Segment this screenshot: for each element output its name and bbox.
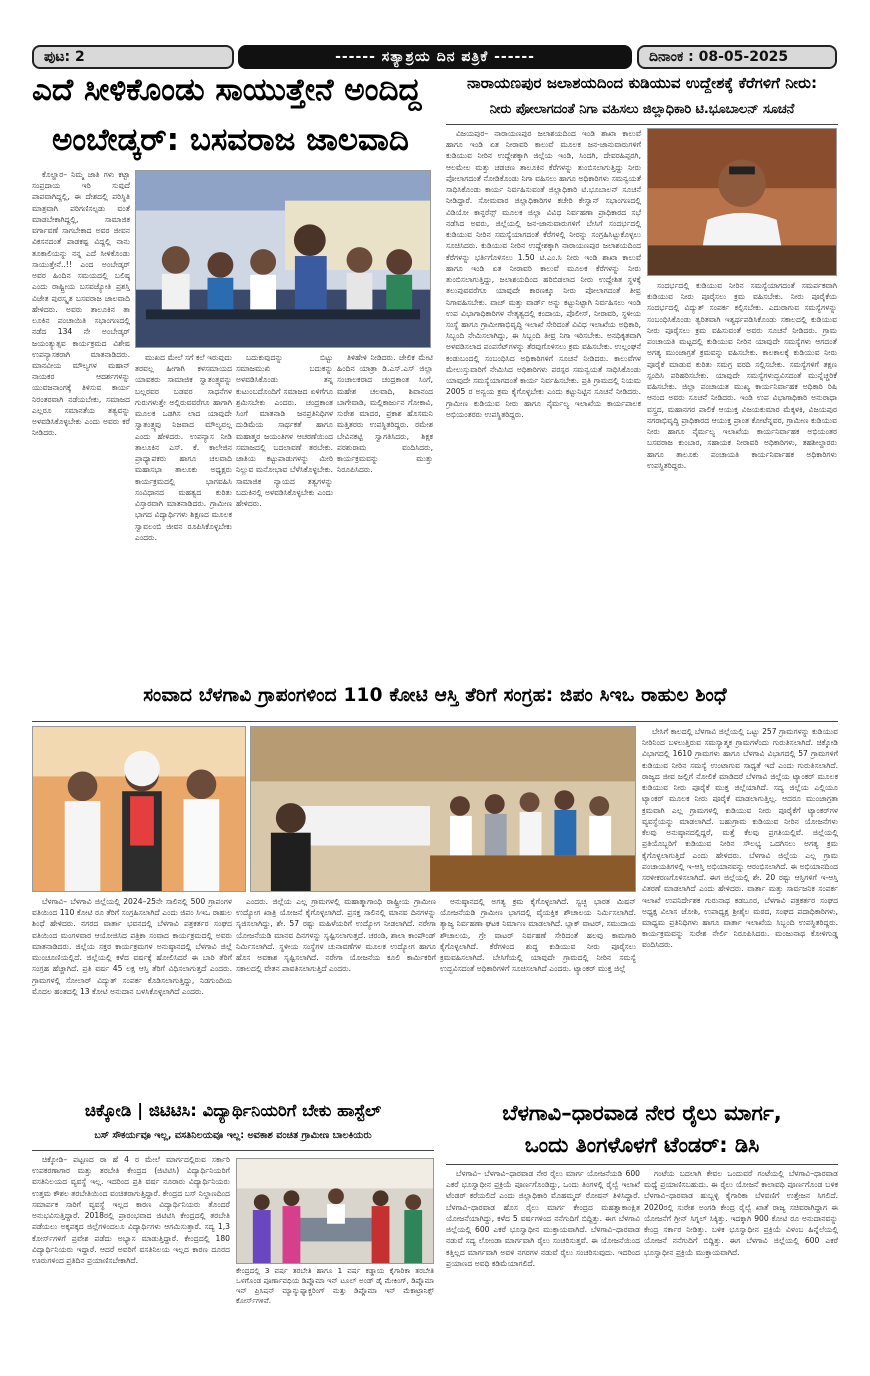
- story3-divider: [32, 721, 838, 722]
- story1-event-photo: [135, 170, 431, 348]
- masthead-title: ------ ಸತ್ಯಾಶ್ರಯ ದಿನ ಪತ್ರಿಕೆ ------: [335, 49, 535, 65]
- story3-column1: ಬೆಳಗಾವಿ– ಬೆಳಗಾವಿ ಜಿಲ್ಲೆಯಲ್ಲಿ 2024–25ನೇ ಸಾಲಿನಲ್ಲಿ 500 ಗ್ರಾಪಂಗಳ ವತಿಯಿಂದ 110 ಕೋಟಿ ರೂ ತೆರಿಗೆ ಸಂಗ್ರಹಿಸಲಾಗಿದೆ ಎಂದು ಜಿಪಂ ಸಿಇಒ ರಾಹುಲ ಶಿಂಧೆ ಹೇಳಿದರು. ನಗರದ ವಾರ್ತಾ ಭವನದಲ್ಲಿ ಬೆಳಗಾವಿ ಪತ್ರಕರ್ತರ ಸಂಘದ ವತಿಯಿಂದ ಮಂಗಳವಾರ ಆಯೋಜಿಸಿದ ಪತ್ರಿಕಾ ಸಂವಾದ ಕಾರ್ಯಕ್ರಮದಲ್ಲಿ ಅವರು ಮಾತನಾಡಿದರು. ಜಿಲ್ಲೆಯ ಸಕ್ತರ ಕಾರ್ಯಕ್ರಮಗಳ ಅನುಷ್ಠಾನದಲ್ಲಿ ಬೆಳಗಾವಿ ಜಿಲ್ಲೆ ಮುಂಚೂಣಿಯಲ್ಲಿದೆ. ಜಿಲ್ಲೆಯಲ್ಲಿ ಕಳೆದ ವರ್ಷಕ್ಕೆ ಹೋಲಿಸಿದರೆ ಈ ಬಾರಿ ತೆರಿಗೆ ಸಂಗ್ರಹ ಹೆಚ್ಚಾಗಿದೆ. ಪ್ರತಿ ವರ್ಷ 45 ಲಕ್ಷ ಆಸ್ತಿ ತೆರಿಗೆ ವಿಧಿಸಲಾಗುತ್ತದೆ ಎಂದರು. ಗ್ರಾಮಗಳಲ್ಲಿ ಸೋಲಾರ್ ವಿದ್ಯುತ್ ಸಂಪರ್ಕ ಕೊಡಿಸಲಾಗುತ್ತಿದ್ದು, ನಿಡಗುಂದಿಯ ಮೊದಲ ಹಂತದಲ್ಲಿ 13 ಕೋಟಿ ಅನುದಾನ ಬಳಸಿಕೊಳ್ಳಲಾಗಿದೆ ಎಂದರು.: [32, 897, 232, 996]
- story3-headline: ಸಂವಾದ ಬೆಳಗಾವಿ ಗ್ರಾಪಂಗಳಿಂದ 110 ಕೋಟಿ ಆಸ್ತಿ ತೆರಿಗೆ ಸಂಗ್ರಹ: ಜಿಪಂ ಸಿಇಒ ರಾಹುಲ ಶಿಂಧೆ: [143, 686, 727, 706]
- event-stage-image: [136, 171, 430, 347]
- story2-collector-photo: [647, 128, 837, 276]
- story2-column2: ಸಂದರ್ಭದಲ್ಲಿ ಕುಡಿಯುವ ನೀರಿನ ಸಮಸ್ಯೆಯಾಗದಂತೆ ಸಮರ್ಪಕವಾಗಿ ಕುಡಿಯುವ ನೀರು ಪೂರೈಸಲು ಕ್ರಮ ವಹಿಸಬೇಕು. ನೀರು ಪೂರೈಕೆಯ ಸಂದರ್ಭದಲ್ಲಿ ವಿದ್ಯುತ್ ಸಂಪರ್ಕ ಕಲ್ಪಿಸಬೇಕು. ಎದುರಾಗುವ ಸಮಸ್ಯೆಗಳನ್ನು ಸಂಬಂಧಿಸಿಕೊಂಡು ತ್ವರಿತವಾಗಿ ಇತ್ಯರ್ಥಪಡಿಸಿಕೊಂಡು ಸಕಾಲದಲ್ಲಿ ಕುಡಿಯುವ ನೀರು ಪೂರೈಸಲು ಕ್ರಮ ವಹಿಸುವಂತೆ ಅವರು ಸೂಚನೆ ನೀಡಿದರು. ಗ್ರಾಮ ಪಂಚಾಯತಿ ಮಟ್ಟದಲ್ಲಿ ಕುಡಿಯುವ ನೀರಿನ ಯಾವುದೇ ಸಮಸ್ಯೆಗಳು ಆಗದಂತೆ ಅಗತ್ಯ ಮುಂಜಾಗ್ರತೆ ಕ್ರಮವನ್ನು ವಹಿಸಬೇಕು. ಕಾಲಕಾಲಕ್ಕೆ ಕುಡಿಯುವ ನೀರು ಪೂರೈಕೆ ಮಾಡುವ ಕುರಿತು ಸಮಗ್ರ ವರದಿ ಸಲ್ಲಿಸಬೇಕು. ಸಮಸ್ಯೆಗಳಿಗೆ ತಕ್ಷಣ ಸ್ಪಂದಿಸಿ ಪರಿಹರಿಸಬೇಕು. ಯಾವುದೇ ಸಮಸ್ಯೆಗಳುದ್ಭವಿಸದಂತೆ ಮುನ್ನೆಚ್ಚರಿಕೆ ವಹಿಸಬೇಕು. ಜಿಲ್ಲಾ ಪಂಚಾಯತ ಮುಖ್ಯ ಕಾರ್ಯನಿರ್ವಾಹಕ ಅಧಿಕಾರಿ ರಿಷಿ ಆನಂದ ಅವರು ಸೂಚನೆ ನೀಡಿದರು. ಇಂಡಿ ಉಪ ವಿಭಾಗಾಧಿಕಾರಿ ಅನುರಾಧಾ ವಸ್ತ್ರದ, ಮಹಾನಗರ ಪಾಲಿಕೆ ಆಯುಕ್ತ ವಿಜಯಕುಮಾರ ಮೆಕ್ಕಳಕಿ, ವಿಜಯಪುರ ನಗರಾಭಿವೃದ್ಧಿ ಪ್ರಾಧಿಕಾರದ ಆಯುಕ್ತ ಪ್ರಾಂತ ಕೋಟೆನ್ನವರ, ಗ್ರಾಮೀಣ ಕುಡಿಯುವ ನೀರು ಹಾಗೂ ನೈರ್ಮಲ್ಯ ಇಲಾಖೆಯ ಕಾರ್ಯನಿರ್ವಾಹಕ ಅಭಿಯಂತರ ಬಸವರಾಜ ಕುಂಬಾರ, ಸಹಾಯಕ ನೀರಾವರಿ ಅಧಿಕಾರಿಗಳು, ತಹಶೀಲ್ದಾರರು ಹಾಗೂ ತಾಲೂಕು ಪಂಚಾಯತಿ ಕಾರ್ಯನಿರ್ವಾಹಕ ಅಧಿಕಾರಿಗಳು ಉಪಸ್ಥಿತರಿದ್ದರು.: [647, 281, 837, 470]
- story3-column3: ಅನುಷ್ಠಾನದಲ್ಲಿ ಅಗತ್ಯ ಕ್ರಮ ಕೈಗೊಳ್ಳಲಾಗಿದೆ. ಸ್ವಚ್ಛ ಭಾರತ ಮಿಷನ್ ಯೋಜನೆಯಡಿ ಗ್ರಾಮೀಣ ಭಾಗದಲ್ಲಿ ವೈಯಕ್ತಿಕ ಶೌಚಾಲಯ ನಿರ್ಮಿಸಲಾಗಿದೆ. ತ್ಯಾಜ್ಯ ನಿರ್ವಹಣಾ ಘಟಕ ನಿರ್ಮಾಣ ಮಾಡಲಾಗಿದೆ. ಬ್ಲಾಕ್ ವಾಟರ್, ಸಮುದಾಯ ಶೌಚಾಲಯ, ಗ್ರೇ ವಾಟರ್ ನಿರ್ವಹಣೆ ಸೇರಿದಂತೆ ಹಲವು ಕಾಮಗಾರಿ ಕೈಗೊಳ್ಳಲಾಗಿದೆ. ಕೆರೆಗಳಿಂದ ಶುದ್ಧ ಕುಡಿಯುವ ನೀರು ಪೂರೈಸಲು ಕ್ರಮವಹಿಸಲಾಗಿದೆ. ಬೇಸಿಗೆಯಲ್ಲಿ ಯಾವುದೇ ಗ್ರಾಮದಲ್ಲಿ ನೀರಿನ ಸಮಸ್ಯೆ ಉದ್ಭವಿಸದಂತೆ ಅಧಿಕಾರಿಗಳಿಗೆ ಸೂಚಿಸಲಾಗಿದೆ ಎಂದರು. ಟ್ಯಾಂಕರ್ ಮುಕ್ತ ಜಿಲ್ಲೆ: [440, 897, 636, 974]
- story3-felicitation-photo: [32, 726, 246, 892]
- story1-column2: ಮುಖದ ಮೇಲೆ ಸಗೆ ಕಲೆ ಇರುವುದು ತರವಲ್ಲ ಹೀಗಾಗಿ ಕಳಸಮಾಯದ ಯಾವಕರು ಸಾಮಾಜಿಕ ಸ್ವಾತಂತ್ರ್ಯವನ್ನು ಬಲ್ಲರವರ ಬಡವರ ಸಾಧನೆಗಳ ಗುರುಗಳುತ್ತೇ ಅಲ್ಲಿರುವವರೆಗೂ ಹಾಗಾಗಿ ಮೂಲಕ ಒಡಗಿಸ ಲಾದ ಯಾವುದೇ ಸ್ವಾತಂತ್ರ್ಯವು ನಿಜವಾದ ಮೌಲ್ಯವಲ್ಲ ಎಂದು ಹೇಳಿದರು. ಉಪನ್ಯಾಸ ನೀಡಿ ತಾಲೂಕಿನ ಎಸ್. ಕೆ. ಕಾಲೇಜಿನ ಪ್ರಾಧ್ಯಾಪಕರು ಹಾಗೂ ಚಲವಾದಿ ಮಹಾಸಭಾ ತಾಲೂಕು ಅಧ್ಯಕ್ಷರು ಕಾರ್ಯಕ್ರಮದಲ್ಲಿ ಭಾಗವಹಿಸಿ ಸಂವಿಧಾನದ ಮಹತ್ವದ ಕುರಿತು ವಿಸ್ತಾರವಾಗಿ ಮಾತನಾಡಿದರು. ಗ್ರಾಮೀಣ ಭಾಗದ ವಿದ್ಯಾರ್ಥಿಗಳು ಶಿಕ್ಷಣದ ಮೂಲಕ ಸ್ವಾವಲಂಬಿ ಜೀವನ ರೂಪಿಸಿಕೊಳ್ಳಬೇಕು ಎಂದರು.: [135, 353, 232, 542]
- story2-headline-line2: ನೀರು ಪೋಲಾಗದಂತೆ ನಿಗಾ ವಹಿಸಲು ಜಿಲ್ಲಾಧಿಕಾರಿ ಟಿ.ಭೂಬಾಲನ್‌ ಸೂಚನೆ: [489, 103, 795, 117]
- story5-divider: [446, 1164, 838, 1165]
- story4-classroom-photo: [236, 1158, 434, 1264]
- story5-column1: ಬೆಳಗಾವಿ– ಬೆಳಗಾವಿ–ಧಾರವಾಡ ನೇರ ರೈಲು ಮಾರ್ಗ ಯೋಜನೆಯಡಿ 600 ಎಕರೆ ಭೂಸ್ವಾಧೀನ ಪ್ರಕ್ರಿಯೆ ಪೂರ್ಣಗೊಂಡಿದ್ದು, ಒಂದು ತಿಂಗಳಲ್ಲಿ ರೈಲ್ವೆ ಇಲಾಖೆ ಟೆಂಡರ್ ಕರೆಯಲಿದೆ ಎಂದು ಜಿಲ್ಲಾಧಿಕಾರಿ ಮೊಹಮ್ಮದ್ ರೋಷನ್ ತಿಳಿಸಿದ್ದಾರೆ. ಬೆಳಗಾವಿ–ಧಾರವಾಡ ಹೊಸ ರೈಲು ಮಾರ್ಗ ಕೇಂದ್ರದ ಮಹತ್ವಾಕಾಂಕ್ಷಿತ ಯೋಜನೆಯಾಗಿದ್ದು, ಕಳೆದ 5 ವರ್ಷಗಳಿಂದ ನನೆಗುದಿಗೆ ಬಿದ್ದಿತ್ತು. ಈಗ ಬೆಳಗಾವಿ ಜಿಲ್ಲೆಯಲ್ಲಿ 600 ಎಕರೆ ಭೂಸ್ವಾಧೀನ ಮುಕ್ತಾಯವಾಗಿದೆ. ಬೆಳಗಾವಿ–ಧಾರವಾಡ ನಡುವೆ ಸದ್ಯ ಲೋಂಡಾ ಮಾರ್ಗವಾಗಿ ರೈಲು ಸಂಚರಿಸುತ್ತವೆ. ಈ ಯೋಜನೆಯಿಂದ ಕತ್ತಿಲ್ಲದ ಮಾರ್ಗವಾಗಿ ಅವಳಿ ನಗರಗಳ ನಡುವೆ ರೈಲು ಸಂಚರಿಸುವುದು. ಇದರಿಂದ ಪ್ರಯಾಣದ ಅವಧಿ ಕಡಿಮೆಯಾಗಲಿದೆ.: [446, 1169, 640, 1268]
- story2-divider: [446, 124, 838, 125]
- story1-column3: ಬದುಕುವುದನ್ನು ಬಿಟ್ಟು ಸಮಾಜಮುಖಿ ಬದುಕನ್ನು ಅಳವಡಿಸಿಕೊಂಡು ತನ್ನ ಕುಟುಂಬದೊಂದಿಗೆ ಸಮಾಜದ ಏಳಿಗೆಗೂ ಶ್ರಮಿಸಬೇಕು ಎಂದರು. ಚಂದ್ರಕಾಂತ ಸಿಂಗೆ ಮಾತನಾಡಿ ಜನಪ್ರತಿನಿಧಿಗಳ ದುಡಿಮೆಯ ಸಾರ್ಥಕತೆ ಹಾಗೂ ಮಹಾತ್ಮರ ಜಯಂತಿಗಳ ಆಚರಣೆಯಿಂದ ಸಮಾಜದಲ್ಲಿ ಬದಲಾವಣೆ ತರಬೇಕು. ಜಾತಿಯ ಕಟ್ಟುಪಾಡುಗಳನ್ನು ಮೀರಿ ನಿಲ್ಲುವ ಮನೋಭಾವ ಬೆಳೆಸಿಕೊಳ್ಳಬೇಕು. ಸಾಮಾಜಿಕ ನ್ಯಾಯದ ತತ್ವಗಳನ್ನು ಬದುಕಿನಲ್ಲಿ ಅಳವಡಿಸಿಕೊಳ್ಳಬೇಕು ಎಂದು ಹೇಳಿದರು.: [236, 353, 333, 509]
- issue-date: ದಿನಾಂಕ : 08-05-2025: [649, 49, 789, 65]
- story3-side-column: ಬೇಸಿಗೆ ಕಾಲದಲ್ಲಿ ಬೆಳಗಾವಿ ಜಿಲ್ಲೆಯಲ್ಲಿ ಒಟ್ಟು 257 ಗ್ರಾಮಗಳನ್ನು ಕುಡಿಯುವ ನೀರಿನಿಂದ ಬಳಲುತ್ತಿರುವ ಸಮಸ್ಯಾತ್ಮಕ ಗ್ರಾಮಗಳೆಂದು ಗುರುತಿಸಲಾಗಿದೆ. ಚಿಕ್ಕೋಡಿ ವಿಭಾಗದಲ್ಲಿ 1610 ಗ್ರಾಮಗಳು ಹಾಗೂ ಬೆಳಗಾವಿ ವಿಭಾಗದಲ್ಲಿ 57 ಗ್ರಾಮಗಳಿಗೆ ಕುಡಿಯುವ ನೀರಿನ ಸಮಸ್ಯೆ ಉಂಟಾಗುವ ಸಾಧ್ಯತೆ ಇದೆ ಎಂದು ಗುರುತಿಸಲಾಗಿದೆ. ರಾಜ್ಯದ ಜೀವ ಜಲ್ಲಿಗೆ ನೋಲಿಕೆ ಮಾಡಿದರೆ ಬೆಳಗಾವಿ ಜಿಲ್ಲೆಯ ಟ್ಯಾಂಕರ್ ಮೂಲಕ ಕುಡಿಯುವ ನೀರು ಪೂರೈಕೆ ಮುಕ್ತ ಜಿಲ್ಲೆಯಾಗಿದೆ. ಸದ್ಯ ಜಿಲ್ಲೆಯ ಎಲ್ಲಿಯೂ ಟ್ಯಾಂಕರ್ ಮೂಲಕ ನೀರು ಪೂರೈಕೆ ಮಾಡಲಾಗುತ್ತಿಲ್ಲ. ಆದರೂ ಮುಂಜಾಗ್ರತಾ ಕ್ರಮವಾಗಿ ಎಲ್ಲ ಗ್ರಾಮಗಳಲ್ಲಿ ಕುಡಿಯುವ ನೀರು ಪೂರೈಕೆಗೆ ಟ್ಯಾಂಕರ್‌ಗಳ ವ್ಯವಸ್ಥೆಯನ್ನು ಮಾಡಲಾಗಿದೆ. ಬಹುಗ್ರಾಮ ಕುಡಿಯುವ ನೀರಿನ ಯೋಜನೆಗಳು ಕೆಲವು ಅನುಷ್ಠಾನದಲ್ಲಿದ್ದರೆ, ಮತ್ತೆ ಕೆಲವು ಪ್ರಗತಿಯಲ್ಲಿವೆ. ಜಿಲ್ಲೆಯಲ್ಲಿ ಪ್ರತಿಯೊಬ್ಬರಿಗೆ ಕುಡಿಯುವ ನೀರಿನ ಸೌಲಭ್ಯ ಒದಗಿಸಲು ಅಗತ್ಯ ಕ್ರಮ ಕೈಗೊಳ್ಳಲಾಗುತ್ತಿದೆ ಎಂದು ಹೇಳಿದರು. ಬೆಳಗಾವಿ ಜಿಲ್ಲೆಯ ಎಲ್ಲ ಗ್ರಾಮ ಪಂಚಾಯತಿಗಳಲ್ಲಿ ಇ-ಆಸ್ತಿ ಅಭಿಯಾನವನ್ನು ಆರಂಭಿಸಲಾಗಿದೆ. ಈ ಅಭಿಯಾನದಿಂದ ಸರಳೀಕರಣಗೊಳಿಸಲಾಗಿದೆ. ಈಗ ಜಿಲ್ಲೆಯಲ್ಲಿ ಶೇ. 20 ರಷ್ಟು ಆಸ್ತಿಗಳಿಗೆ ಇ-ಆಸ್ತಿ ವಿತರಣೆ ಮಾಡಲಾಗಿದೆ ಎಂದು ಹೇಳಿದರು. ವಾರ್ತಾ ಮತ್ತು ಸಾರ್ವಜನಿಕ ಸಂಪರ್ಕ ಇಲಾಖೆ ಉಪನಿರ್ದೇಶಕ ಗುರುನಾಥ ಕಡಬೂರ, ಬೆಳಗಾವಿ ಪತ್ರಕರ್ತರ ಸಂಘದ ಅಧ್ಯಕ್ಷ ವಿಲಾಸ ಜೋಶಿ, ಉಪಾಧ್ಯಕ್ಷ ಶ್ರೀಶೈಲ ಮಠದ, ಸಂಘದ ಪದಾಧಿಕಾರಿಗಳು, ಮಾಧ್ಯಮ ಪ್ರತಿನಿಧಿಗಳು ಹಾಗೂ ವಾರ್ತಾ ಇಲಾಖೆಯ ಸಿಬ್ಬಂದಿ ಉಪಸ್ಥಿತರಿದ್ದರು. ಕಾರ್ಯಕ್ರಮವನ್ನು ಸುರೇಶ ನೇರ್ಲಿ ನಿರೂಪಿಸಿದರು. ಮಂಜುನಾಥ ಕೋಳಿಗುಡ್ಡ ವಂದಿಸಿದರು.: [642, 727, 838, 950]
- story2-headline-line1: ನಾರಾಯಣಪುರ ಜಲಾಶಯದಿಂದ ಕುಡಿಯುವ ಉದ್ದೇಶಕ್ಕೆ ಕೆರೆಗಳಿಗೆ ನೀರು:: [466, 76, 818, 92]
- story3-column2: ಎಂದರು. ಜಿಲ್ಲೆಯ ಎಲ್ಲ ಗ್ರಾಮಗಳಲ್ಲಿ ಮಹಾತ್ಮಾಗಾಂಧಿ ರಾಷ್ಟ್ರೀಯ ಗ್ರಾಮೀಣ ಉದ್ಯೋಗ ಖಾತ್ರಿ ಯೋಜನೆ ಕೈಗೊಳ್ಳಲಾಗಿದೆ. ಪ್ರಸಕ್ತ ಸಾಲಿನಲ್ಲಿ ಮಾನವ ದಿನಗಳನ್ನು ಸೃಜಿಸಲಾಗಿದ್ದು, ಶೇ. 57 ರಷ್ಟು ಮಹಿಳೆಯರಿಗೆ ಉದ್ಯೋಗ ನೀಡಲಾಗಿದೆ. ನರೇಗಾ ಯೋಜನೆಯಡಿ ಮಾನವ ದಿನಗಳನ್ನು ಸೃಷ್ಟಿಸಲಾಗುತ್ತದೆ. ಚರಂಡಿ, ಶಾಲಾ ಕಾಂಪೌಂಡ್ ನಿರ್ಮಿಸಲಾಗಿದೆ. ಸ್ಥಳೀಯ ಸಂಸ್ಥೆಗಳ ಚುನಾವಣೆಗಳ ಮೂಲಕ ಉದ್ಯೋಗ ಹಾಗೂ ಹೊಸ ಅವಕಾಶ ಸೃಷ್ಟಿಸಲಾಗಿದೆ. ನರೇಗಾ ಯೋಜನೆಯ ಕೂಲಿ ಕಾರ್ಮಿಕರಿಗೆ ಸಕಾಲದಲ್ಲಿ ವೇತನ ಪಾವತಿಸಲಾಗುತ್ತಿದೆ ಎಂದರು.: [236, 897, 436, 974]
- felicitation-image: [33, 727, 245, 891]
- press-meet-image: [251, 727, 635, 891]
- story5-column2: ಗಂಟೆಯ ಬದಲಾಗಿ ಕೇವಲ ಒಂದುವರೆ ಗಂಟೆಯಲ್ಲಿ ಬೆಳಗಾವಿ–ಧಾರವಾಡ ಮಧ್ಯೆ ಪ್ರಯಾಣಿಸಬಹುದು. ಈ ರೈಲು ಯೋಜನೆ ಕಾಲಾವಧಿ ಪೂರ್ಣಗೊಂಡ ಬಳಿಕ ಬೆಳಗಾವಿ–ಧಾರವಾಡ ಹುಬ್ಬಳ್ಳಿ ಕೈಗಾರಿಕಾ ಬೆಳವಣಿಗೆ ಉತ್ತೇಜನ ಸಿಗಲಿದೆ. 2020ರಲ್ಲಿ ಸುರೇಶ ಅಂಗಡಿ ಕೇಂದ್ರ ರೈಲ್ವೆ ಖಾತೆ ರಾಜ್ಯ ಸಚಿವರಾಗಿದ್ದಾಗ ಈ ಯೋಜನೆಗೆ ಗ್ರೀನ್ ಸಿಗ್ನಲ್ ಸಿಕ್ಕಿತ್ತು. ಇದಕ್ಕಾಗಿ 900 ಕೋಟಿ ರೂ ಅನುದಾನವನ್ನು ಕೇಂದ್ರ ಸರ್ಕಾರ ನೀಡಿತ್ತು. ಬಳಿಕ ಭೂಸ್ವಾಧೀನ ಪ್ರಕ್ರಿಯೆ ವಿಳಂಬ ಹಿನ್ನೆಲೆಯಲ್ಲಿ ಯೋಜನೆ ನನೆಗುದಿಗೆ ಬಿದ್ದಿತ್ತು. ಈಗ ಬೆಳಗಾವಿ ಜಿಲ್ಲೆಯಲ್ಲಿ 600 ಎಕರೆ ಭೂಸ್ವಾಧೀನ ಪ್ರಕ್ರಿಯೆ ಮುಕ್ತಾಯವಾಗಿದೆ.: [644, 1169, 838, 1257]
- story1-column1: ಕೊಲ್ಹಾರ– ನಿಮ್ಮ ಜಾತಿ ಗಳು ಕಟ್ಟಾ ಸಂಪ್ರದಾಯ ಇರಿ ಸುವುದೆ ಪಾಪವಾಗಿದ್ದಲ್ಲಿ, ಈ ದೇಶದಲ್ಲಿ ಪರಿಸ್ಥಿತಿ ಮಾತ್ರವಾಗಿ ಪರಿಗಣಿಸಲ್ಪಡು ವಂತೆ ಮಾಡಬೇಕಾಗಿದ್ದಲ್ಲಿ, ಸಾಮಾಜಿಕ ವರ್ಗಾವಣೆ ಸಾಗಬೇಕಾದ ಅವರ ಜೀವನ ವಿಕಸನದಂತೆ ಪಾಡಕಷ್ಟ ವಿದ್ದಲ್ಲಿ ನಾನು ತೂಕಾಲಿಯನ್ನು ನನ್ನ ಎದೆ ಸೀಳಿಕೊಂಡು ಸಾಯುತ್ತೇನೆ..!! ಎಂದ ಅಂಬೇಡ್ಕರ್ ಅವರ ಹಿಂದಿನ ಸಮಯದಲ್ಲಿ ಬಲಿಷ್ಠ ಎಂದು ರಾಷ್ಟ್ರೀಯ ಬಸವಜ್ಯೋತಿ ಪ್ರಶಸ್ತಿ ವಿಜೇತ ಪುರಸ್ಕೃತ ಬಸವರಾಜ ಜಾಲವಾದಿ ಹೇಳಿದರು. ಅವರು ತಾಲೂಕಿನ ತಾ ಲೂಕಿನ ಪಂಚಾಯಿತಿ ಸಭಾಂಗಣದಲ್ಲಿ ನಡೆದ 134 ನೇ ಅಂಬೇಡ್ಕರ್ ಜಯಂತ್ಯುತ್ಸವ ಕಾರ್ಯಕ್ರಮದ ವಿಶೇಷ ಉಪನ್ಯಾಸಕರಾಗಿ ಮಾತನಾಡಿದರು. ಮಾನವೀಯ ಮೌಲ್ಯಗಳ ಮಹಾನ್ ನಾಯಕರ ಆದರ್ಶಗಳನ್ನು ಯುವಜನಾಂಗಕ್ಕೆ ತಿಳಿಸುವ ಕಾರ್ಯ ನಿರಂತರವಾಗಿ ನಡೆಯಬೇಕು, ಸಮಾಜದ ಎಲ್ಲರೂ ಸಮಾನತೆಯ ತತ್ವವನ್ನು ಅಳವಡಿಸಿಕೊಳ್ಳಬೇಕು ಎಂದು ಅವರು ಕರೆ ನೀಡಿದರು.: [32, 170, 130, 438]
- story3-press-meet-photo: [250, 726, 636, 892]
- story5-headline-line1: ಬೆಳಗಾವಿ–ಧಾರವಾಡ ನೇರ ರೈಲು ಮಾರ್ಗ,: [502, 1102, 782, 1125]
- page-number: ಪುಟ: 2: [44, 49, 85, 65]
- story2-column1: ವಿಜಯಪುರ– ನಾರಾಯಣಪುರ ಜಲಾಶಯದಿಂದ ಇಂಡಿ ಶಾಖಾ ಕಾಲುವೆ ಹಾಗೂ ಇಂಡಿ ಏತ ನೀರಾವರಿ ಕಾಲುವೆ ಮೂಲಕ ಜನ-ಜಾನುವಾರುಗಳಿಗೆ ಕುಡಿಯುವ ನೀರಿನ ಉದ್ದೇಶಕ್ಕಾಗಿ ಜಿಲ್ಲೆಯ ಇಂಡಿ, ಸಿಂದಗಿ, ದೇವರಹಿಪ್ಪರಗಿ, ಆಲಮೇಲ ಮತ್ತು ಚಡಚಣ ತಾಲೂಕಿನ ಕೆರೆಗಳನ್ನು ತುಂಬಿಸಲಾಗುತ್ತಿದ್ದು ನೀರು ಪೋಲಾಗದಂತೆ ನೋಡಿಕೊಂಡು ನಿಗಾ ವಹಿಸಲು ಹಾಗೂ ಅಧಿಕಾರಿಗಳು ಸಮನ್ವಯತೆ ಸಾಧಿಸಿಕೊಂಡು ಕಾರ್ಯ ನಿರ್ವಹಿಸುವಂತೆ ಜಿಲ್ಲಾಧಿಕಾರಿ ಟಿ.ಭೂಬಾಲನ್ ಸೂಚನೆ ನೀಡಿದ್ದಾರೆ. ಸೋಮವಾರ ಜಿಲ್ಲಾಧಿಕಾರಿಗಳ ಕಚೇರಿ ಕೇಸ್ವಾನ್ ಸಭಾಂಗಣದಲ್ಲಿ ವಿಡಿಯೋ ಕಾನ್ಫರೆನ್ಸ್ ಮೂಲಕ ಜಿಲ್ಲಾ ವಿವಿಧ ನಿರ್ವಹಣಾ ಪ್ರಾಧಿಕಾರದ ಸಭೆ ನಡೆಸಿದ ಅವರು, ಜಿಲ್ಲೆಯಲ್ಲಿ ಜನ-ಜಾನುವಾರುಗಳಿಗೆ ಬೇಸಿಗೆ ಸಂದರ್ಭದಲ್ಲಿ ಕುಡಿಯುವ ನೀರಿನ ಸಮಸ್ಯೆಯಾಗದಂತೆ ಕೆರೆಗಳಲ್ಲಿ ನೀರನ್ನು ಸಂಗ್ರಹಿಸಿಟ್ಟುಕೊಳ್ಳಲು ಸೂಚಿಸಿದರು. ಕುಡಿಯುವ ನೀರಿನ ಉದ್ದೇಶಕ್ಕಾಗಿ ನಾರಾಯಣಪುರ ಜಲಾಶಯದಿಂದ ಕೆರೆಗಳನ್ನು ಭರ್ತಿಗೊಳಿಸಲು 1.50 ಟಿ.ಎಂ.ಸಿ ನೀರು ಇಂಡಿ ಶಾಖಾ ಕಾಲುವೆ ಹಾಗೂ ಇಂಡಿ ಏತ ನೀರಾವರಿ ಕಾಲುವೆ ಮೂಲಕ ಕೆರೆಗಳನ್ನು ನೀರು ತುಂಬಿಸಲಾಗುತ್ತಿದ್ದು, ಜಲಾಶಯದಿಂದ ಹರಿಬಿಡಲಾದ ನೀರು ಉದ್ದೇಶಿತ ಸ್ಥಳಕ್ಕೆ ತಲುಪುವವರೆಗೂ ಯಾವುದೇ ಕಾರಣಕ್ಕೂ ನೀರು ಪೋಲಾಗದಂತೆ ತೀವ್ರ ನಿಗಾವಹಿಸಬೇಕು. ವಾಚ್ ಮತ್ತು ವಾರ್ಡ್ ಅನ್ನು ಕಟ್ಟುನಿಟ್ಟಾಗಿ ನಿರ್ವಹಿಸಲು ಇಂಡಿ ಉಪ ವಿಭಾಗಾಧಿಕಾರಿಗಳ ನೇತೃತ್ವದಲ್ಲಿ ಕಂದಾಯ, ಪೊಲೀಸ್, ನೀರಾವರಿ, ಸ್ಥಳೀಯ ಸಂಸ್ಥೆ ಹಾಗೂ ಗ್ರಾಮೀಣಾಭಿವೃದ್ಧಿ ಇಲಾಖೆ ಸೇರಿದಂತೆ ವಿವಿಧ ಇಲಾಖೆಯ ಅಧಿಕಾರಿ, ಸಿಬ್ಬಂದಿ ನೇಮಿಸಲಾಗಿದ್ದು, ಈ ಸಿಬ್ಬಂದಿ ತೀವ್ರ ನಿಗಾ ಇರಿಸಬೇಕು. ಅನಧಿಕೃತವಾಗಿ ಅಳವಡಿಸಲಾದ ಪಂಪಸೆಟ್‌ಗಳನ್ನು ತೆರವುಗೊಳಿಸಲು ಕ್ರಮ ವಹಿಸಬೇಕು. ಉಲ್ಲಂಘನೆ ಕಂಡುಬಂದಲ್ಲಿ ಸಂಬಂಧಿಸಿದ ಅಧಿಕಾರಿಗಳಿಗೆ ಸೂಚನೆ ನೀಡಿದರು. ಕಾಲುವೆಗಳ ಮೇಲುಸ್ತುವಾರಿಗೆ ನೇಮಿಸಿದ ಅಧಿಕಾರಿಗಳು ಪರಸ್ಪರ ಸಮನ್ವಯತೆ ಸಾಧಿಸಿಕೊಂಡು ಯಾವುದೇ ಸಮಸ್ಯೆಯಾಗದಂತೆ ಕಾರ್ಯ ನಿರ್ವಹಿಸಬೇಕು. ಪ್ರತಿ ಗ್ರಾಮದಲ್ಲಿ ನಿಯಮ 2005 ರ ಅನ್ವಯ ಕ್ರಮ ಕೈಗೊಳ್ಳಬೇಕು ಎಂದು ಕಟ್ಟುನಿಟ್ಟಿನ ಸೂಚನೆ ನೀಡಿದರು. ಗ್ರಾಮೀಣ ಕುಡಿಯುವ ನೀರು ಹಾಗೂ ನೈರ್ಮಲ್ಯ ಇಲಾಖೆಯ ಕಾರ್ಯಪಾಲಕ ಅಭಿಯಂತರರು ಉಪಸ್ಥಿತರಿದ್ದರು.: [446, 129, 641, 419]
- date-box: [637, 45, 837, 69]
- story5-headline-line2: ಒಂದು ತಿಂಗಳೊಳಗೆ ಟೆಂಡರ್: ಡಿಸಿ: [524, 1134, 760, 1157]
- story4-divider: [32, 1150, 434, 1151]
- classroom-image: [237, 1159, 433, 1263]
- collector-image: [648, 129, 836, 275]
- masthead: [238, 45, 632, 69]
- story1-column4: ತಿಳಿಹೇಳಿ ನೀಡಿದರು. ಜೇಲಿಕ ಮೇಟಿ ಹಿಂದಿನ ಯಾತ್ರಾ ಡಿ.ಎಸ್.ಎಸ್ ಜಿಲ್ಲಾ ಸಂಚಾಲಕರಾದ ಚಂದ್ರಕಾಂತ ಸಿಂಗೆ, ಮಹೇಶ ಚಲವಾದಿ, ಶಿವಾನಂದ ಬಾಗೇವಾಡಿ, ಮಲ್ಲಿಕಾರ್ಜುನ ಗೋಕಾವಿ, ಸುರೇಶ ಮಾದರ, ಪ್ರಕಾಶ ಹೊಸಮನಿ ಮತ್ತಿತರರು ಉಪಸ್ಥಿತರಿದ್ದರು. ರಮೇಶ ಬೇವಿನಕಟ್ಟಿ ಸ್ವಾಗತಿಸಿದರು, ಶಿಕ್ಷಕ ಪರಶುರಾಮ ವಂದಿಸಿದರು, ಕಾರ್ಯಕ್ರಮವನ್ನು ಮುತ್ತು ನಿರೂಪಿಸಿದರು.: [337, 353, 433, 475]
- story1-headline-line2: ಅಂಬೇಡ್ಕರ್‌: ಬಸವರಾಜ ಜಾಲವಾದಿ: [52, 124, 409, 158]
- story4-subheadline: ಬಸ್ ಸೌಕರ್ಯವೂ ಇಲ್ಲ, ವಸತಿನಿಲಯವೂ ಇಲ್ಲ: ಅವಕಾಶ ವಂಚಿತ ಗ್ರಾಮೀಣ ಬಾಲಕಿಯರು: [94, 1130, 372, 1141]
- page-number-box: [32, 45, 234, 69]
- story4-headline: ಚಿಕ್ಕೋಡಿ | ಜಿಟಿಟಿಸಿ: ವಿದ್ಯಾರ್ಥಿನಿಯರಿಗೆ ಬೇಕು ಹಾಸ್ಟೆಲ್‌: [84, 1102, 382, 1120]
- story1-headline-line1: ಎದೆ ಸೀಳಿಕೊಂಡು ಸಾಯುತ್ತೇನೆ ಅಂದಿದ್ದ: [32, 74, 422, 108]
- story4-photo-caption: ಕೇಂದ್ರದಲ್ಲಿ 3 ವರ್ಷ ತರಬೇತಿ ಹಾಗೂ 1 ವರ್ಷ ಕಡ್ಡಾಯ ಕೈಗಾರಿಕಾ ತರಬೇತಿ ಒಳಗೊಂಡ ಪೂರ್ಣಾವಧಿಯ ಡಿಪ್ಲೊಮಾ ಇನ್ ಟೂಲ್ ಅಂಡ್ ಡೈ ಮೇಕಿಂಗ್, ಡಿಪ್ಲೊಮಾ ಇನ್ ಪ್ರಿಸಿಷನ್ ಮ್ಯಾನ್ಯುಫ್ಯಾಕ್ಚರಿಂಗ್ ಮತ್ತು ಡಿಪ್ಲೊಮಾ ಇನ್ ಮೆಕಾಟ್ರಾನಿಕ್ಸ್ ಕೋರ್ಸ್‌ಗಳಿವೆ.: [236, 1266, 434, 1306]
- story4-body: ಚಿಕ್ಕೋಡಿ– ಪಟ್ಟಣದ ರಾ ಹೆ 4 ರ ಮೇಲೆ ಮಾರ್ಗದಲ್ಲಿರುವ ಸರ್ಕಾರಿ ಉಪಕರಣಾಗಾರ ಮತ್ತು ತರಬೇತಿ ಕೇಂದ್ರದ (ಜಿಟಿಟಿಸಿ) ವಿದ್ಯಾರ್ಥಿನಿಯರಿಗೆ ವಸತಿನಿಲಯದ ವ್ಯವಸ್ಥೆ ಇಲ್ಲ. ಇದರಿಂದ ಪ್ರತಿ ವರ್ಷ ನೂರಾರು ವಿದ್ಯಾರ್ಥಿನಿಯರು ಉತ್ತಮ ಕೌಶಲ ತರಬೇತಿಯಿಂದ ವಂಚಿತರಾಗುತ್ತಿದ್ದಾರೆ. ಕೇಂದ್ರದ ಬಸ್ ನಿಲ್ದಾಣದಿಂದ ಸಮಾರ್ಪಕ ಸಾರಿಗೆ ವ್ಯವಸ್ಥೆ ಇಲ್ಲದ ಕಾರಣ ವಿದ್ಯಾರ್ಥಿನಿಯರು ತೊಂದರೆ ಅನುಭವಿಸುತ್ತಿದ್ದಾರೆ. 2018ರಲ್ಲಿ ಪ್ರಾರಂಭವಾದ ಜಿಟಿಟಿಸಿ ಕೇಂದ್ರದಲ್ಲಿ ತರಬೇತಿ ಪಡೆಯಲು ಅಕ್ಕಪಕ್ಕದ ಜಿಲ್ಲೆಗಳಿಂದಲೂ ವಿದ್ಯಾರ್ಥಿಗಳು ಆಗಮಿಸುತ್ತಾರೆ. ಸದ್ಯ 1,3 ಕೋರ್ಸ್‌ಗಳಿಗೆ ಪ್ರವೇಶ ಪಡೆದು ಅಭ್ಯಾಸ ಮಾಡುತ್ತಿದ್ದಾರೆ. ಕೇಂದ್ರದಲ್ಲಿ 180 ವಿದ್ಯಾರ್ಥಿನಿಯರು ಇದ್ದಾರೆ. ಆದರೆ ಅವರಿಗೆ ವಸತಿನಿಲಯ ಇಲ್ಲದ ಕಾರಣ ದೂರದ ಊರುಗಳಿಂದ ಪ್ರತಿದಿನ ಪ್ರಯಾಣಿಸಬೇಕಾಗಿದೆ.: [32, 1155, 230, 1266]
